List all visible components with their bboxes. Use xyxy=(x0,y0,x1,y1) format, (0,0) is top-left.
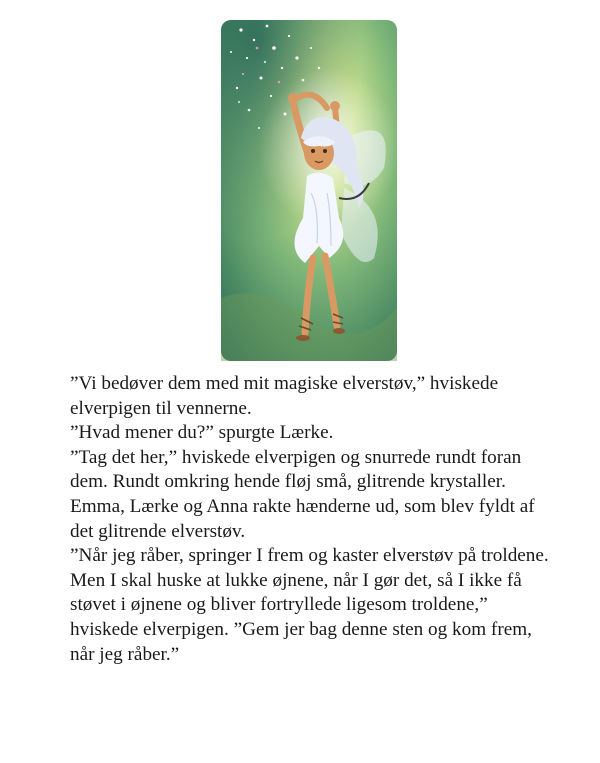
story-paragraph: ”Vi bedøver dem med mit magiske elverstøv,” hviskede elverpigen til vennerne. xyxy=(70,373,499,419)
story-paragraph: ”Når jeg råber, springer I frem og kaster elverstøv på troldene. Men I skal huske at lukke øjnene, når I gør det, så I ikke få støvet i øjnene og bliver fortryllede ligesom troldene,” hviskede elverpigen. ”Gem jer bag denne sten og kom frem, når jeg råber.” xyxy=(70,545,549,665)
story-paragraph: ”Hvad mener du?” spurgte Lærke. xyxy=(70,422,334,444)
story-text xyxy=(70,372,550,667)
fairy-illustration-svg xyxy=(219,18,399,363)
story-paragraph: ”Tag det her,” hviskede elverpigen og snurrede rundt foran dem. Rundt omkring hende fløj små, glitrende krystaller. Emma, Lærke og Anna rakte hænderne ud, som blev fyldt af det glitrende elverstøv. xyxy=(70,446,535,542)
fairy-illustration xyxy=(219,18,399,363)
